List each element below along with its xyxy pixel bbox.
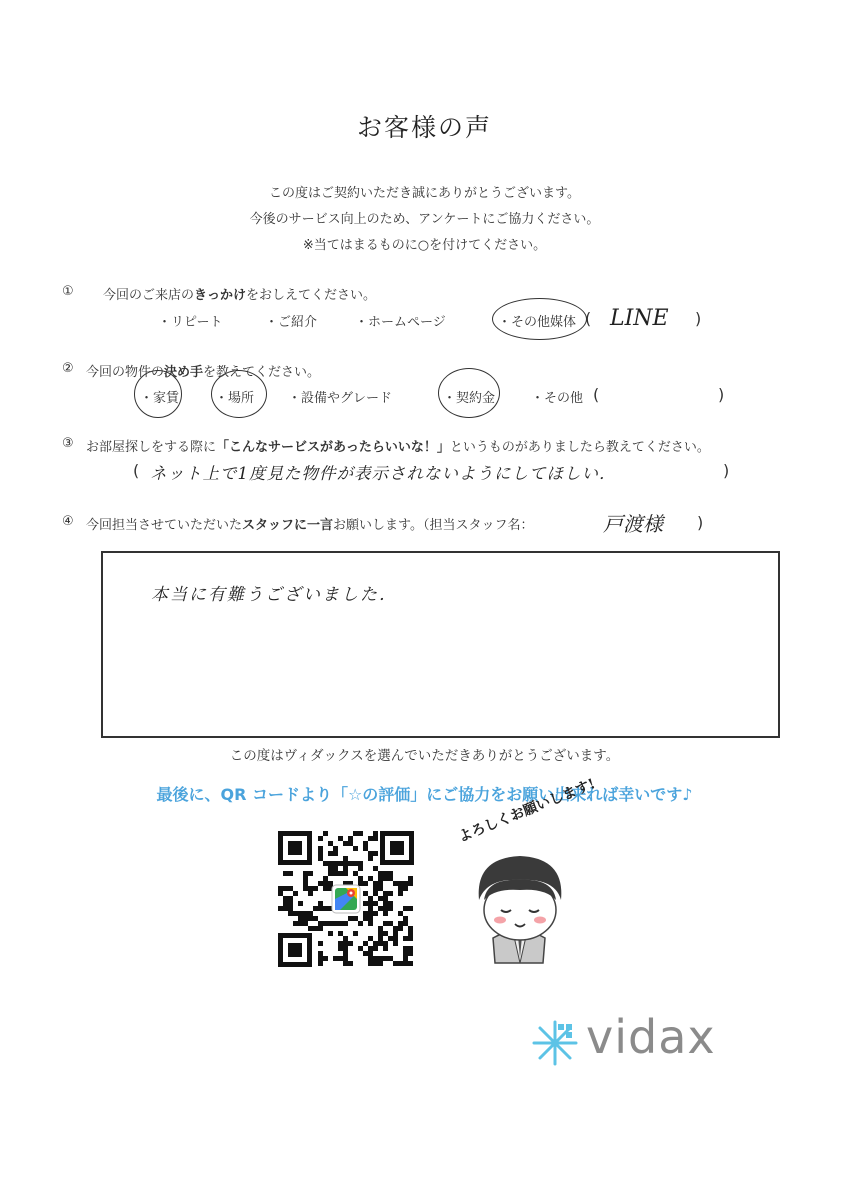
q3-paren-open: ( [133, 461, 140, 480]
logo-text: vidax [586, 1010, 716, 1064]
staff-message-box[interactable] [101, 551, 780, 738]
q1-text-bold: きっかけ [194, 288, 247, 303]
q2-paren-open: ( [593, 385, 600, 404]
snowflake-logo-icon [530, 1018, 580, 1068]
page-title: お客様の声 [356, 113, 492, 142]
q1-option-other-media[interactable]: ・その他媒体 [498, 315, 577, 330]
q3-number: ③ [62, 436, 74, 451]
q4-number: ④ [62, 514, 74, 529]
q1-selection-circle [492, 298, 587, 340]
q2-paren-close: ) [718, 385, 725, 404]
q1-option-homepage[interactable]: ・ホームページ [355, 315, 446, 330]
qr-code-graphic [276, 829, 416, 969]
q2-location-circle [211, 370, 267, 418]
q2-text-bold: 決め手 [164, 365, 204, 380]
q3-text-bold: 「こんなサービスがあったらいいな！」 [216, 440, 450, 455]
q2-question [86, 361, 320, 380]
q2-rent-circle [134, 370, 182, 418]
q4-question [86, 514, 534, 533]
q3-text-post: というものがありましたら教えてください。 [449, 440, 710, 455]
qr-review-request: 最後に、QR コードより「☆の評価」にご協力をお願い出来れば幸いです♪ [156, 785, 693, 804]
q1-paren-close: ) [695, 309, 702, 328]
q3-answer: ネット上で1度見た物件が表示されないようにしてほしい． [150, 464, 617, 483]
q1-text-post: をおしえてください。 [246, 288, 377, 303]
qr-code[interactable] [276, 829, 416, 969]
q2-option-other[interactable]: ・その他 [531, 391, 584, 406]
q2-number: ② [62, 361, 74, 376]
intro-line-1: この度はご契約いただき誠にありがとうございます。 [269, 186, 580, 201]
q1-text-pre: 今回のご来店の [103, 288, 195, 303]
q4-text-post: お願いします。（担当スタッフ名： [333, 518, 534, 533]
q1-option-repeat[interactable]: ・リピート [158, 315, 223, 330]
staff-message-text: 本当に有難うございました． [151, 585, 398, 605]
q3-paren-close: ) [723, 461, 730, 480]
q2-option-rent[interactable]: ・家賃 [140, 391, 180, 406]
q2-option-location[interactable]: ・場所 [215, 391, 255, 406]
q4-text-pre: 今回担当させていただいた [86, 518, 243, 533]
q1-question [103, 284, 376, 303]
mascot-speech: よろしくお願いします! [456, 776, 598, 846]
q2-option-facilities[interactable]: ・設備やグレード [288, 391, 393, 406]
q2-option-deposit[interactable]: ・契約金 [443, 391, 496, 406]
q4-staff-name: 戸渡様 [603, 512, 663, 536]
q1-answer: LINE [610, 306, 669, 331]
q3-question [86, 436, 710, 455]
q4-paren-close: ) [697, 513, 704, 532]
q1-number: ① [62, 284, 74, 299]
q2-text-post: を教えてください。 [203, 365, 321, 380]
mascot-illustration [445, 776, 598, 968]
q3-text-pre: お部屋探しをする際に [86, 440, 217, 455]
thanks-message: この度はヴィダックスを選んでいただきありがとうございます。 [229, 748, 620, 764]
q2-deposit-circle [438, 368, 500, 418]
bowing-staff-icon [445, 828, 595, 968]
intro-line-3: ※当てはまるものに○を付けてください。 [302, 238, 547, 253]
q1-paren-open: ( [585, 309, 592, 328]
vidax-logo [530, 1012, 770, 1072]
q1-option-referral[interactable]: ・ご紹介 [265, 315, 318, 330]
q4-text-bold: スタッフに一言 [242, 518, 334, 533]
intro-line-2: 今後のサービス向上のため、アンケートにご協力ください。 [249, 212, 600, 227]
q2-text-pre: 今回の物件の [86, 365, 165, 380]
